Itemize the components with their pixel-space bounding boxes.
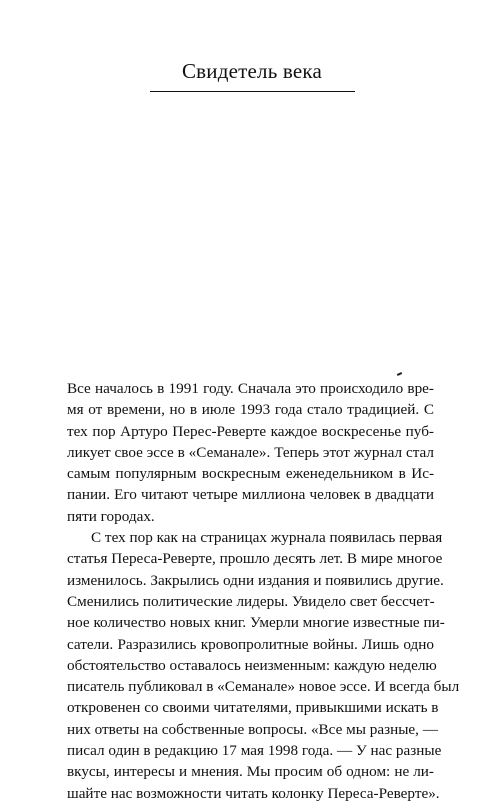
text-line: ликует свое эссе в «Семанале». Теперь этот журнал стал xyxy=(67,443,434,461)
text-line: Все началось в 1991 году. Сначала это происходило вре- xyxy=(67,380,434,397)
text-line: тех пор Артуро Перес-Реверте каждое воскресенье пуб- xyxy=(67,422,434,440)
body-text xyxy=(67,378,460,804)
text-line: статья Переса-Реверте, прошло десять лет. В мире многое xyxy=(67,550,443,568)
text-line: сатели. Разразились кровопролитные войны. Лишь одно xyxy=(67,635,434,653)
text-line: откровенен со своими читателями, привыкшими искать в xyxy=(67,699,439,717)
text-line: обстоятельство оставалось неизменным: каждую неделю xyxy=(67,656,437,674)
text-line: пяти городах. xyxy=(67,507,155,525)
text-line: изменилось. Закрылись одни издания и появились другие. xyxy=(67,571,444,589)
text-line: мя от времени, но в июле 1993 года стало традицией. С xyxy=(67,401,434,419)
text-line: них ответы на собственные вопросы. «Все мы разные, — xyxy=(67,720,438,738)
text-line: писатель публиковал в «Семанале» новое эссе. И всегда был xyxy=(67,678,460,696)
text-line: С тех пор как на страницах журнала появилась первая xyxy=(91,529,443,547)
text-line: Сменились политические лидеры. Увидело свет бессчет- xyxy=(67,592,435,610)
text-line: писал один в редакцию 17 мая 1998 года. — У нас разные xyxy=(67,742,442,760)
chapter-title: Свидетель века xyxy=(181,59,323,83)
text-line: пании. Его читают четыре миллиона человек в двадцати xyxy=(67,486,434,504)
title-rule xyxy=(150,91,355,92)
text-line: вкусы, интересы и мнения. Мы просим об одном: не ли- xyxy=(67,763,434,781)
paragraph-1 xyxy=(67,378,434,527)
stray-mark xyxy=(397,372,402,376)
text-line: шайте нас возможности читать колонку Переса-Реверте». xyxy=(67,784,440,802)
text-line: самым популярным воскресным еженедельником в Ис- xyxy=(67,465,434,483)
text-line: ное количество новых книг. Умерли многие известные пи- xyxy=(67,614,445,632)
paragraph-2 xyxy=(67,527,460,804)
